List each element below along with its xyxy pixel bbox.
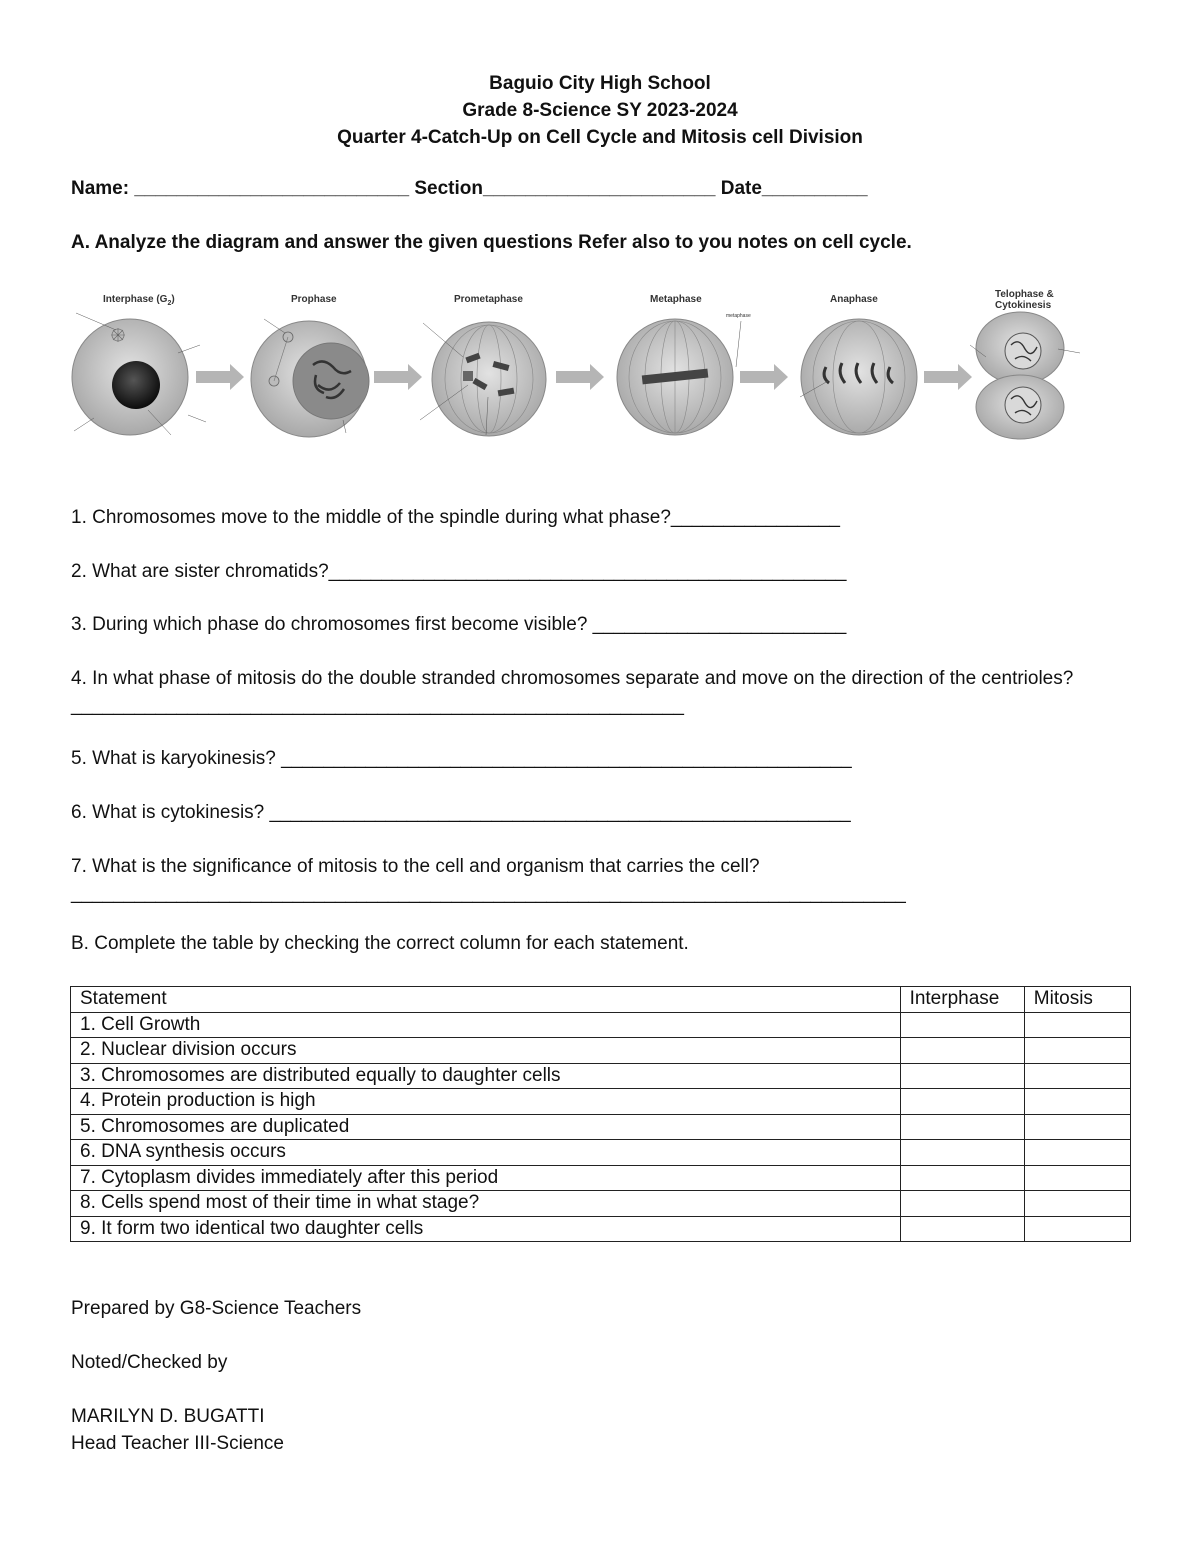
interphase-check-cell[interactable] xyxy=(900,1114,1024,1140)
diagram-label-cytokinesis: Cytokinesis xyxy=(995,300,1052,311)
noted-checked-by: Noted/Checked by xyxy=(71,1352,228,1373)
interphase-check-cell[interactable] xyxy=(900,1089,1024,1115)
svg-text:metaphase: metaphase xyxy=(726,313,751,319)
question-7: 7. What is the significance of mitosis to the cell and organism that carries the cell? xyxy=(71,856,760,877)
interphase-cell xyxy=(72,313,206,435)
mitosis-check-cell[interactable] xyxy=(1024,1012,1130,1038)
question-2: 2. What are sister chromatids?_________________________________________________ xyxy=(71,561,847,582)
mitosis-check-cell[interactable] xyxy=(1024,1038,1130,1064)
mitosis-check-cell[interactable] xyxy=(1024,1216,1130,1242)
section-a-instructions: A. Analyze the diagram and answer the given questions Refer also to you notes on cell cycle. xyxy=(71,232,912,253)
header-mitosis: Mitosis xyxy=(1024,987,1130,1013)
diagram-label-interphase: Interphase $(G_2)$ xyxy=(103,294,175,307)
arrow-2 xyxy=(374,364,422,390)
arrow-5 xyxy=(924,364,972,390)
interphase-check-cell[interactable] xyxy=(900,1063,1024,1089)
cell-cycle-diagram xyxy=(68,285,1128,455)
question-3: 3. During which phase do chromosomes first become visible? ________________________ xyxy=(71,614,847,635)
row-statement: 7. Cytoplasm divides immediately after this period xyxy=(71,1165,901,1191)
prepared-by: Prepared by G8-Science Teachers xyxy=(71,1298,362,1319)
name-section-date-line: Name: __________________________ Section______________________ Date__________ xyxy=(71,178,868,199)
row-statement: 3. Chromosomes are distributed equally to daughter cells xyxy=(71,1063,901,1089)
diagram-label-prophase: Prophase xyxy=(291,294,337,305)
mitosis-check-cell[interactable] xyxy=(1024,1063,1130,1089)
question-1: 1. Chromosomes move to the middle of the spindle during what phase?________________ xyxy=(71,507,840,528)
mitosis-check-cell[interactable] xyxy=(1024,1114,1130,1140)
table-row xyxy=(71,1191,1131,1217)
question-7-answer-line: _______________________________________________________________________________ xyxy=(71,883,906,904)
arrow-4 xyxy=(740,364,788,390)
metaphase-cell xyxy=(617,313,751,435)
question-5: 5. What is karyokinesis? ______________________________________________________ xyxy=(71,748,852,769)
row-statement: 4. Protein production is high xyxy=(71,1089,901,1115)
prophase-cell xyxy=(251,319,369,437)
row-statement: 5. Chromosomes are duplicated xyxy=(71,1114,901,1140)
document-header xyxy=(0,70,1200,151)
diagram-label-prometaphase: Prometaphase xyxy=(454,294,523,305)
diagram-label-telophase: Telophase & xyxy=(995,289,1054,300)
table-row xyxy=(71,1216,1131,1242)
table-row xyxy=(71,1114,1131,1140)
row-statement: 9. It form two identical two daughter cells xyxy=(71,1216,901,1242)
header-statement: Statement xyxy=(71,987,901,1013)
interphase-mitosis-table xyxy=(70,986,1131,1242)
signatory-name: MARILYN D. BUGATTI xyxy=(71,1406,265,1427)
header-interphase: Interphase xyxy=(900,987,1024,1013)
interphase-check-cell[interactable] xyxy=(900,1038,1024,1064)
diagram-label-anaphase: Anaphase xyxy=(830,294,878,305)
table-row xyxy=(71,1063,1131,1089)
mitosis-check-cell[interactable] xyxy=(1024,1089,1130,1115)
interphase-check-cell[interactable] xyxy=(900,1191,1024,1217)
question-4: 4. In what phase of mitosis do the double stranded chromosomes separate and move on the direction of the centrioles?__________________________________________________________ xyxy=(71,668,1074,716)
mitosis-check-cell[interactable] xyxy=(1024,1165,1130,1191)
table-row xyxy=(71,1038,1131,1064)
worksheet-title: Quarter 4-Catch-Up on Cell Cycle and Mitosis cell Division xyxy=(337,127,863,148)
row-statement: 2. Nuclear division occurs xyxy=(71,1038,901,1064)
table-header-row xyxy=(71,987,1131,1013)
table-row xyxy=(71,1012,1131,1038)
table-row xyxy=(71,1089,1131,1115)
signatory-position: Head Teacher III-Science xyxy=(71,1433,284,1454)
table-row xyxy=(71,1165,1131,1191)
interphase-check-cell[interactable] xyxy=(900,1012,1024,1038)
telophase-cytokinesis-cells xyxy=(970,312,1080,439)
table-row xyxy=(71,1140,1131,1166)
grade-school-year: Grade 8-Science SY 2023-2024 xyxy=(462,100,738,121)
prometaphase-cell xyxy=(420,322,546,436)
anaphase-cell xyxy=(800,319,917,435)
interphase-check-cell[interactable] xyxy=(900,1140,1024,1166)
row-statement: 6. DNA synthesis occurs xyxy=(71,1140,901,1166)
diagram-label-metaphase: Metaphase xyxy=(650,294,702,305)
interphase-check-cell[interactable] xyxy=(900,1165,1024,1191)
school-name: Baguio City High School xyxy=(489,73,711,94)
mitosis-check-cell[interactable] xyxy=(1024,1191,1130,1217)
interphase-check-cell[interactable] xyxy=(900,1216,1024,1242)
section-b-instructions: B. Complete the table by checking the correct column for each statement. xyxy=(71,933,689,954)
question-6: 6. What is cytokinesis? _______________________________________________________ xyxy=(71,802,851,823)
arrow-3 xyxy=(556,364,604,390)
row-statement: 1. Cell Growth xyxy=(71,1012,901,1038)
mitosis-check-cell[interactable] xyxy=(1024,1140,1130,1166)
arrow-1 xyxy=(196,364,244,390)
row-statement: 8. Cells spend most of their time in what stage? xyxy=(71,1191,901,1217)
